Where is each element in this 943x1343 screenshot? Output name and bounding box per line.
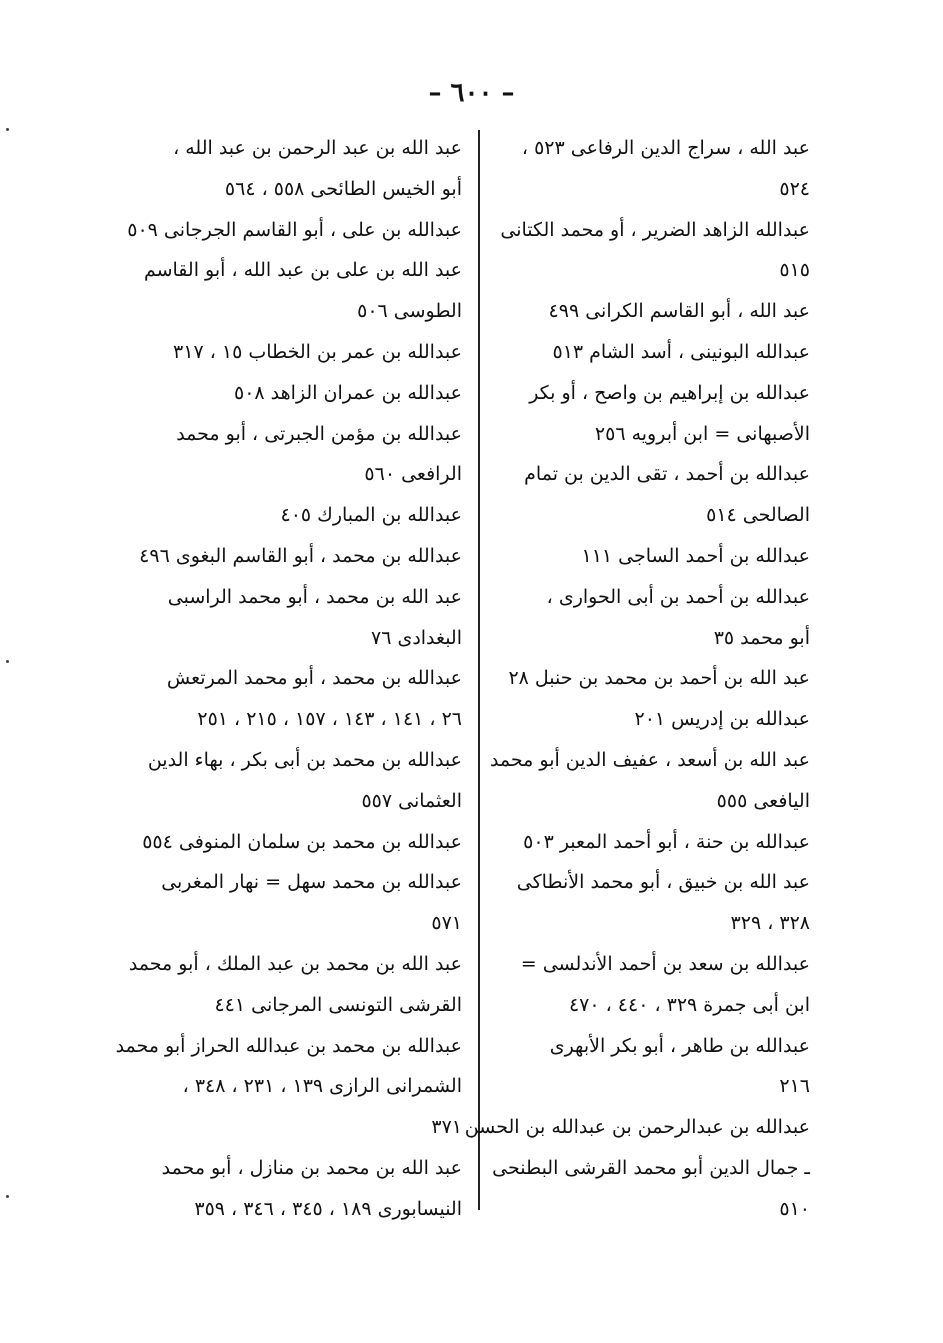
index-entry-line: عبدالله البونينى ، أسد الشام ٥١٣: [552, 340, 810, 363]
index-entry-line: عبد الله ، سراج الدين الرفاعى ٥٢٣ ،: [521, 137, 810, 159]
index-entry-line: ٥٢٤: [779, 177, 810, 200]
index-entry-line: الصالحى ٥١٤: [706, 504, 810, 527]
margin-dot: [6, 1195, 9, 1198]
index-entry-line: ٣٧١: [431, 1116, 462, 1139]
index-entry-line: عبد الله بن خبيق ، أبو محمد الأنطاكى: [516, 871, 810, 894]
index-entry-line: ـ جمال الدين أبو محمد القرشى البطنحى: [492, 1156, 810, 1179]
index-entry-line: عبدالله بن أحمد ، تقى الدين بن تمام: [524, 463, 810, 486]
index-entry-line: عبد الله بن محمد بن منازل ، أبو محمد: [161, 1156, 462, 1179]
index-entry-line: عبدالله بن أحمد الساجى ١١١: [581, 544, 810, 567]
index-entry-line: ٢١٦: [779, 1075, 810, 1098]
index-entry-line: عبد الله بن أسعد ، عفيف الدين أبو محمد: [489, 748, 810, 771]
index-entry-line: عبد الله بن عبد الرحمن بن عبد الله ،: [173, 137, 462, 159]
index-entry-line: الشمرانى الرازى ١٣٩ ، ٢٣١ ، ٣٤٨ ،: [182, 1075, 462, 1098]
index-entry-line: عبدالله بن محمد سهل = نهار المغربى: [161, 871, 462, 894]
index-entry-line: عبدالله بن عمر بن الخطاب ١٥ ، ٣١٧: [173, 340, 462, 363]
margin-dot: [6, 128, 9, 131]
index-entry-line: عبدالله بن عمران الزاهد ٥٠٨: [234, 381, 462, 404]
index-entry-line: الرافعى ٥٦٠: [364, 463, 462, 486]
index-entry-line: عبدالله بن محمد ، أبو محمد المرتعش: [166, 667, 462, 690]
index-entry-line: عبدالله بن محمد بن أبى بكر ، بهاء الدين: [147, 748, 462, 771]
margin-dot: [6, 660, 9, 663]
index-entry-line: عبدالله بن محمد بن عبدالله الحراز أبو محمد: [115, 1034, 462, 1057]
index-entry-line: عبدالله بن محمد ، أبو القاسم البغوى ٤٩٦: [139, 544, 462, 567]
index-entry-line: ٥١٥: [779, 259, 810, 282]
index-entry-line: البغدادى ٧٦: [370, 626, 462, 649]
index-entry-line: ٥٧١: [431, 912, 462, 935]
index-entry-line: عبد الله بن محمد بن عبد الملك ، أبو محمد: [128, 952, 462, 975]
index-entry-line: عبد الله بن أحمد بن محمد بن حنبل ٢٨: [508, 667, 810, 690]
index-entry-line: ٣٢٨ ، ٣٢٩: [730, 912, 810, 935]
column-divider: [478, 130, 480, 1210]
index-entry-line: عبد الله ، أبو القاسم الكرانى ٤٩٩: [548, 300, 810, 323]
page-number: – ٦٠٠ –: [428, 78, 515, 108]
index-entry-line: عبد الله بن محمد ، أبو محمد الراسبى: [167, 585, 462, 608]
index-entry-line: عبدالله بن عبدالرحمن بن عبدالله بن الحسن: [464, 1116, 810, 1139]
index-entry-line: عبدالله بن إدريس ٢٠١: [634, 708, 810, 731]
index-entry-line: عبد الله بن على بن عبد الله ، أبو القاسم: [143, 259, 462, 282]
index-entry-line: عبدالله بن أحمد بن أبى الحوارى ،: [546, 585, 810, 608]
index-entry-line: الطوسى ٥٠٦: [357, 300, 462, 323]
index-entry-line: أبو الخيس الطائحى ٥٥٨ ، ٥٦٤: [224, 177, 462, 200]
index-column-left: [115, 128, 462, 1230]
index-entry-line: اليافعى ٥٥٥: [716, 789, 810, 812]
index-entry-line: عبدالله بن المبارك ٤٠٥: [280, 504, 462, 527]
index-entry-line: الأصبهانى = ابن أبرويه ٢٥٦: [594, 422, 810, 445]
index-entry-line: عبدالله بن على ، أبو القاسم الجرجانى ٥٠٩: [127, 218, 462, 241]
index-entry-line: عبدالله بن طاهر ، أبو بكر الأبهرى: [549, 1034, 810, 1057]
index-entry-line: عبدالله بن مؤمن الجبرتى ، أبو محمد: [176, 422, 462, 445]
index-entry-line: عبدالله الزاهد الضرير ، أو محمد الكتانى: [500, 218, 810, 241]
index-entry-line: النيسابورى ١٨٩ ، ٣٤٥ ، ٣٤٦ ، ٣٥٩: [194, 1197, 462, 1220]
index-entry-line: عبدالله بن حنة ، أبو أحمد المعبر ٥٠٣: [523, 830, 810, 853]
index-entry-line: ابن أبى جمرة ٣٢٩ ، ٤٤٠ ، ٤٧٠: [568, 993, 810, 1016]
index-entry-line: أبو محمد ٣٥: [713, 626, 810, 649]
index-entry-line: عبدالله بن سعد بن أحمد الأندلسى =: [520, 952, 810, 975]
index-column-right: [464, 128, 810, 1230]
index-entry-line: ٥١٠: [779, 1197, 810, 1220]
index-entry-line: عبدالله بن محمد بن سلمان المنوفى ٥٥٤: [142, 830, 462, 853]
index-entry-line: القرشى التونسى المرجانى ٤٤١: [214, 993, 462, 1016]
index-entry-line: العثمانى ٥٥٧: [361, 789, 462, 812]
index-entry-line: ٢٦ ، ١٤١ ، ١٤٣ ، ١٥٧ ، ٢١٥ ، ٢٥١: [197, 708, 462, 731]
index-entry-line: عبدالله بن إبراهيم بن واصح ، أو بكر: [529, 381, 810, 404]
